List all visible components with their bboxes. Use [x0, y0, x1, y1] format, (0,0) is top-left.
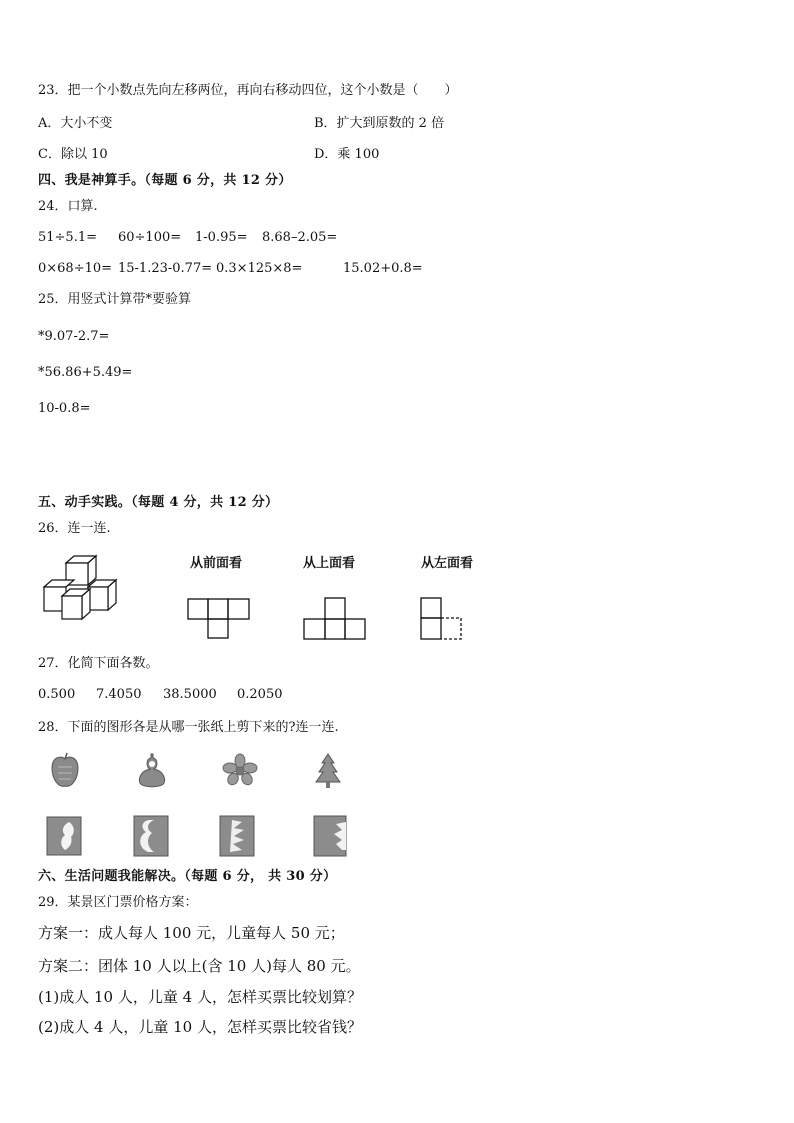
q25-item: *56.86+5.49=	[38, 365, 133, 380]
q23-stem: 23．把一个小数点先向左移两位，再向右移动四位，这个小数是（ ）	[38, 83, 458, 98]
q29-subquestion-2: (2)成人 4 人，儿童 10 人，怎样买票比较省钱？	[38, 1018, 362, 1036]
q23-option-a: A．大小不变	[38, 116, 113, 131]
q27-title: 27．化简下面各数。	[38, 656, 159, 671]
q27-number: 38.5000	[163, 687, 217, 702]
q24-item: 15.02+0.8=	[343, 261, 423, 276]
q29-plan-2: 方案二：团体 10 人以上(含 10 人)每人 80 元。	[38, 957, 361, 975]
q24-item: 0.3×125×8=	[216, 261, 303, 276]
front-view-shape	[188, 599, 250, 639]
q26-title: 26．连一连.	[38, 521, 111, 536]
q24-item: 8.68–2.05=	[262, 230, 338, 245]
q24-item: 51÷5.1=	[38, 230, 98, 245]
paper-gourd-cutout	[132, 814, 170, 858]
paper-tree-cutout	[312, 814, 348, 858]
q23-option-b: B．扩大到原数的 2 倍	[314, 116, 445, 131]
q24-item: 15-1.23-0.77=	[118, 261, 213, 276]
tree-icon	[314, 753, 342, 789]
q24-item: 60÷100=	[118, 230, 182, 245]
section4-title: 四、我是神算手。（每题 6 分，共 12 分）	[38, 173, 292, 188]
q23-option-c: C．除以 10	[38, 147, 108, 162]
section5-title: 五、动手实践。（每题 4 分，共 12 分）	[38, 495, 279, 510]
top-view-shape	[304, 598, 366, 640]
left-view-shape	[421, 598, 463, 640]
q27-number: 0.2050	[237, 687, 283, 702]
flower-icon	[222, 754, 258, 786]
cube-solid-figure	[44, 555, 136, 625]
paper-flower-cutout	[218, 814, 256, 858]
view-label-left: 从左面看	[421, 556, 474, 571]
q25-title: 25．用竖式计算带*要验算	[38, 292, 192, 307]
q24-item: 0×68÷10=	[38, 261, 113, 276]
apple-icon	[50, 753, 80, 789]
q23-option-d: D．乘 100	[314, 147, 380, 162]
q24-title: 24．口算.	[38, 199, 98, 214]
q29-subquestion-1: (1)成人 10 人，儿童 4 人，怎样买票比较划算？	[38, 988, 362, 1006]
q25-item: 10-0.8=	[38, 401, 91, 416]
q27-number: 0.500	[38, 687, 76, 702]
view-label-front: 从前面看	[190, 556, 243, 571]
q27-number: 7.4050	[96, 687, 142, 702]
q28-title: 28．下面的图形各是从哪一张纸上剪下来的?连一连.	[38, 720, 339, 735]
paper-apple-cutout	[45, 815, 83, 857]
gourd-icon	[136, 752, 168, 790]
q29-title: 29．某景区门票价格方案：	[38, 895, 198, 910]
section6-title: 六、生活问题我能解决。（每题 6 分， 共 30 分）	[38, 869, 337, 884]
q24-item: 1-0.95=	[195, 230, 248, 245]
q29-plan-1: 方案一：成人每人 100 元，儿童每人 50 元；	[38, 924, 345, 942]
q25-item: *9.07-2.7=	[38, 329, 110, 344]
view-label-top: 从上面看	[303, 556, 356, 571]
